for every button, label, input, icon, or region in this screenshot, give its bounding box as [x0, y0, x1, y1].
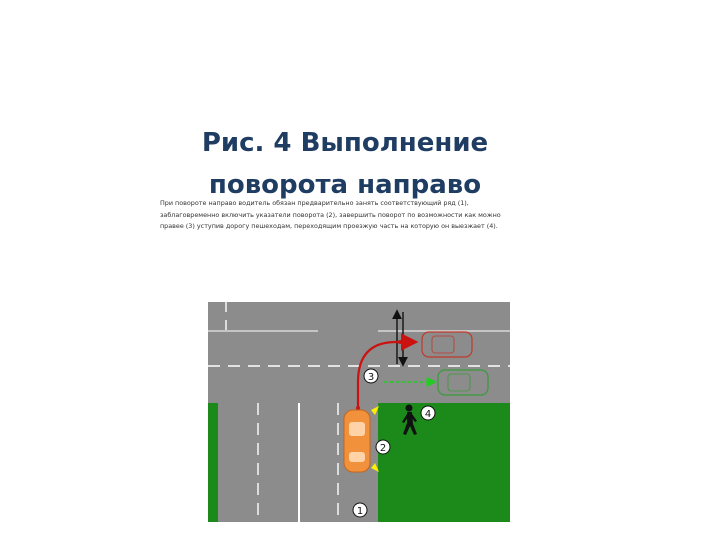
marker-2: [376, 440, 390, 454]
grass-right: [378, 403, 510, 522]
slide-title: Рис. 4 Выполнение поворота направо: [201, 128, 489, 200]
svg-text:1: 1: [356, 506, 364, 517]
svg-text:2: 2: [379, 443, 387, 454]
intersection-diagram: [208, 302, 510, 522]
svg-text:4: 4: [424, 409, 432, 420]
slide-description: При повороте направо водитель обязан предварительно занять соответствующий ряд (1), заблаговременно включить указатели поворота (2), завершить поворот по возможности как можно правее (3) уступив дорогу пешеходам, переходящим проезжую часть на которую он выезжает (4).: [160, 199, 501, 230]
path-start-dot: [356, 406, 360, 410]
path-dot: [398, 340, 402, 344]
grass-left: [208, 403, 218, 522]
marker-1: [353, 503, 367, 517]
svg-text:3: 3: [367, 372, 375, 383]
marker-3: [364, 369, 378, 383]
marker-4: [421, 406, 435, 420]
